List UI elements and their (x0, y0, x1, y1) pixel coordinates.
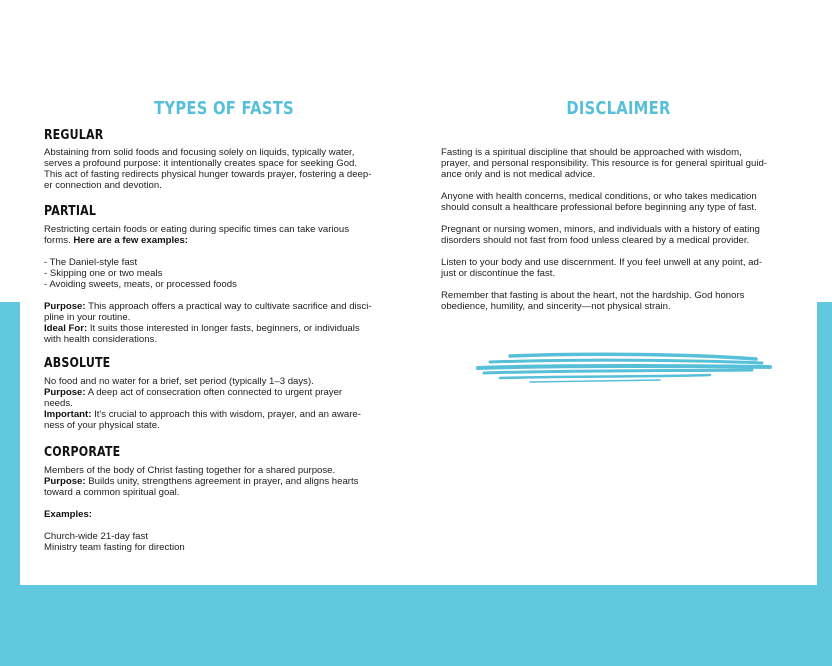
partial-example: - Avoiding sweets, meats, or processed foods (44, 279, 237, 290)
partial-heading: PARTIAL (44, 204, 97, 219)
corporate-example: Church-wide 21-day fast (44, 531, 148, 542)
corporate-heading: CORPORATE (44, 445, 121, 460)
partial-purpose: pline in your routine. (44, 312, 131, 323)
partial-ideal: Ideal For: It suits those interested in longer fasts, beginners, or individuals (44, 323, 360, 334)
disclaimer-line: disorders should not fast from food unless cleared by a medical provider. (441, 235, 750, 246)
partial-intro: Restricting certain foods or eating during specific times can take various (44, 224, 350, 235)
absolute-purpose: needs. (44, 398, 73, 409)
disclaimer-paragraph (441, 191, 791, 213)
regular-line: er connection and devotion. (44, 180, 162, 191)
disclaimer-line: obedience, humility, and sincerity—not physical strain. (441, 301, 671, 312)
section-regular (44, 128, 404, 191)
disclaimer-line: ance only and is not medical advice. (441, 169, 596, 180)
section-corporate (44, 445, 404, 553)
corporate-example: Ministry team fasting for direction (44, 542, 185, 553)
section-partial (44, 204, 404, 345)
corporate-purpose: Purpose: Builds unity, strengthens agreement in prayer, and aligns hearts (44, 476, 359, 487)
partial-example: - The Daniel-style fast (44, 257, 138, 268)
partial-purpose: Purpose: This approach offers a practical way to cultivate sacrifice and disci- (44, 301, 372, 312)
disclaimer-line: prayer, and personal responsibility. This resource is for general spiritual guid- (441, 158, 767, 169)
corporate-line: Members of the body of Christ fasting together for a shared purpose. (44, 465, 336, 476)
disclaimer-paragraph (441, 224, 791, 246)
regular-line: This act of fasting redirects physical hunger towards prayer, fostering a deep- (44, 169, 372, 180)
partial-intro: forms. Here are a few examples: (44, 235, 188, 246)
regular-heading: REGULAR (44, 128, 104, 143)
absolute-heading: ABSOLUTE (44, 356, 111, 371)
disclaimer-line: Fasting is a spiritual discipline that should be approached with wisdom, (441, 147, 742, 158)
absolute-line: No food and no water for a brief, set period (typically 1–3 days). (44, 376, 314, 387)
types-of-fasts-title: TYPES OF FASTS (154, 98, 294, 119)
corporate-examples-label: Examples: (44, 509, 92, 520)
disclaimer-line: Anyone with health concerns, medical conditions, or who takes medication (441, 191, 757, 202)
disclaimer-line: Pregnant or nursing women, minors, and individuals with a history of eating (441, 224, 760, 235)
disclaimer-paragraph (441, 290, 791, 312)
corporate-purpose: toward a common spiritual goal. (44, 487, 180, 498)
brush-stroke-decoration (470, 350, 782, 390)
document-page (20, 0, 817, 585)
section-absolute (44, 356, 404, 431)
partial-ideal: with health considerations. (44, 334, 158, 345)
regular-line: Abstaining from solid foods and focusing solely on liquids, typically water, (44, 147, 355, 158)
partial-example: - Skipping one or two meals (44, 268, 163, 279)
absolute-important: Important: It's crucial to approach this with wisdom, prayer, and an aware- (44, 409, 361, 420)
disclaimer-line: Remember that fasting is about the heart, not the hardship. God honors (441, 290, 745, 301)
disclaimer-title: DISCLAIMER (566, 98, 671, 119)
absolute-purpose: Purpose: A deep act of consecration often connected to urgent prayer (44, 387, 343, 398)
disclaimer-paragraph (441, 257, 791, 279)
disclaimer-line: should consult a healthcare professional before beginning any type of fast. (441, 202, 757, 213)
disclaimer-line: Listen to your body and use discernment. If you feel unwell at any point, ad- (441, 257, 763, 268)
absolute-important: ness of your physical state. (44, 420, 160, 431)
disclaimer-line: just or discontinue the fast. (441, 268, 556, 279)
regular-line: serves a profound purpose: it intentionally creates space for seeking God. (44, 158, 358, 169)
disclaimer-paragraph (441, 147, 791, 180)
